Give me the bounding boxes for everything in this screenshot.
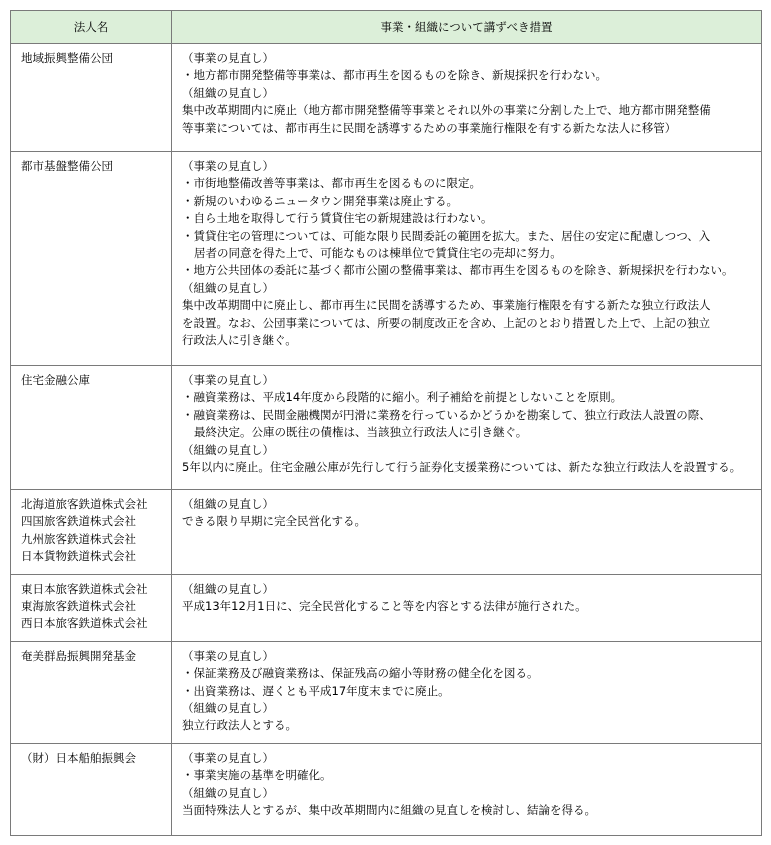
corporation-name-cell: [11, 44, 172, 152]
section-heading-business-review: （事業の見直し）: [182, 648, 274, 663]
section-heading-business-review: （事業の見直し）: [182, 51, 274, 65]
corporation-name: 奄美群島振興開発基金: [21, 648, 136, 663]
section-heading-organization-review: （組織の見直し）: [182, 442, 274, 457]
measures-cell: [172, 366, 762, 490]
measures-table: [10, 10, 762, 836]
corporation-name: 地域振興整備公団: [21, 51, 113, 65]
measures-cell: [172, 743, 762, 835]
measure-text-line: 行政法人に引き継ぐ。: [182, 333, 297, 348]
corporation-name: 東日本旅客鉄道株式会社: [21, 581, 148, 596]
measure-text-line: 等事業については、都市再生に民間を誘導するための事業施行権限を有する新たな法人に移管）: [182, 120, 677, 135]
section-heading-business-review: （事業の見直し）: [182, 750, 274, 765]
measure-bullet-item: ・地方都市開発整備等事業は、都市再生を図るものを除き、新規採択を行わない。: [182, 68, 608, 83]
measures-cell: [172, 490, 762, 575]
measure-bullet-item: ・新規のいわゆるニュータウン開発事業は廃止する。: [182, 193, 458, 208]
corporation-name-cell: [11, 743, 172, 835]
corporation-name-cell: [11, 574, 172, 641]
section-heading-business-review: （事業の見直し）: [182, 373, 274, 387]
measures-cell: [172, 152, 762, 366]
measure-bullet-item: ・事業実施の基準を明確化。: [182, 768, 332, 783]
corporation-name-cell: [11, 366, 172, 490]
header-corporation-name: 法人名: [11, 11, 172, 44]
measure-text-line: 平成13年12月1日に、完全民営化すること等を内容とする法律が施行された。: [182, 599, 587, 614]
measure-bullet-item: ・地方公共団体の委託に基づく都市公園の整備事業は、都市再生を図るものを除き、新規採択を行わない。: [182, 263, 734, 278]
measure-text-line: できる限り早期に完全民営化する。: [182, 514, 366, 529]
section-heading-organization-review: （組織の見直し）: [182, 497, 274, 511]
section-heading-organization-review: （組織の見直し）: [182, 785, 274, 800]
measure-bullet-item: ・自ら土地を取得して行う賃貸住宅の新規建設は行わない。: [182, 211, 493, 226]
measure-bullet-item: ・融資業務は、平成14年度から段階的に縮小。利子補給を前提としないことを原則。: [182, 390, 623, 405]
measure-text-line: 集中改革期間内に廃止（地方都市開発整備等事業とそれ以外の事業に分割した上で、地方都市開発整備: [182, 103, 711, 118]
measures-cell: [172, 641, 762, 743]
measures-cell: [172, 574, 762, 641]
corporation-name: 西日本旅客鉄道株式会社: [21, 616, 148, 631]
measures-cell: [172, 44, 762, 152]
table-row: [11, 366, 762, 490]
measure-text-line: 独立行政法人とする。: [182, 718, 297, 733]
measure-bullet-item: ・賃貸住宅の管理については、可能な限り民間委託の範囲を拡大。また、居住の安定に配慮しつつ、入: [182, 228, 711, 243]
measure-text-line: 居者の同意を得た上で、可能なものは棟単位で賃貸住宅の売却に努力。: [194, 246, 562, 261]
table-row: [11, 152, 762, 366]
measure-text-line: 5年以内に廃止。住宅金融公庫が先行して行う証券化支援業務については、新たな独立行政法人を設置する。: [182, 460, 742, 475]
corporation-name: 北海道旅客鉄道株式会社: [21, 497, 148, 511]
corporation-name: 日本貨物鉄道株式会社: [21, 549, 136, 564]
measure-bullet-item: ・出資業務は、遅くとも平成17年度末までに廃止。: [182, 683, 450, 698]
corporation-name: 都市基盤整備公団: [21, 159, 113, 173]
table-row: [11, 490, 762, 575]
measure-text-line: 集中改革期間中に廃止し、都市再生に民間を誘導するため、事業施行権限を有する新たな独立行政法人: [182, 298, 711, 313]
header-measures: 事業・組織について講ずべき措置: [172, 11, 762, 44]
measure-text-line: 当面特殊法人とするが、集中改革期間内に組織の見直しを検討し、結論を得る。: [182, 803, 596, 818]
section-heading-organization-review: （組織の見直し）: [182, 701, 274, 716]
measure-bullet-item: ・融資業務は、民間金融機関が円滑に業務を行っているかどうかを勘案して、独立行政法人設置の際、: [182, 407, 711, 422]
corporation-name: 東海旅客鉄道株式会社: [21, 599, 136, 614]
section-heading-organization-review: （組織の見直し）: [182, 581, 274, 596]
corporation-name: （財）日本船舶振興会: [21, 750, 136, 765]
section-heading-organization-review: （組織の見直し）: [182, 85, 274, 100]
measure-text-line: を設置。なお、公団事業については、所要の制度改正を含め、上記のとおり措置した上で、上記の独立: [182, 315, 711, 330]
section-heading-business-review: （事業の見直し）: [182, 159, 274, 173]
corporation-name: 住宅金融公庫: [21, 373, 90, 387]
table-row: [11, 641, 762, 743]
header-row: [11, 11, 762, 44]
corporation-name: 九州旅客鉄道株式会社: [21, 531, 136, 546]
corporation-name-cell: [11, 152, 172, 366]
section-heading-organization-review: （組織の見直し）: [182, 280, 274, 295]
corporation-name-cell: [11, 490, 172, 575]
corporation-name-cell: [11, 641, 172, 743]
corporation-name: 四国旅客鉄道株式会社: [21, 514, 136, 529]
measure-bullet-item: ・市街地整備改善等事業は、都市再生を図るものに限定。: [182, 176, 481, 191]
table-row: [11, 44, 762, 152]
table-row: [11, 574, 762, 641]
table-row: [11, 743, 762, 835]
measure-text-line: 最終決定。公庫の既往の債権は、当該独立行政法人に引き継ぐ。: [194, 425, 528, 440]
measure-bullet-item: ・保証業務及び融資業務は、保証残高の縮小等財務の健全化を図る。: [182, 666, 539, 681]
